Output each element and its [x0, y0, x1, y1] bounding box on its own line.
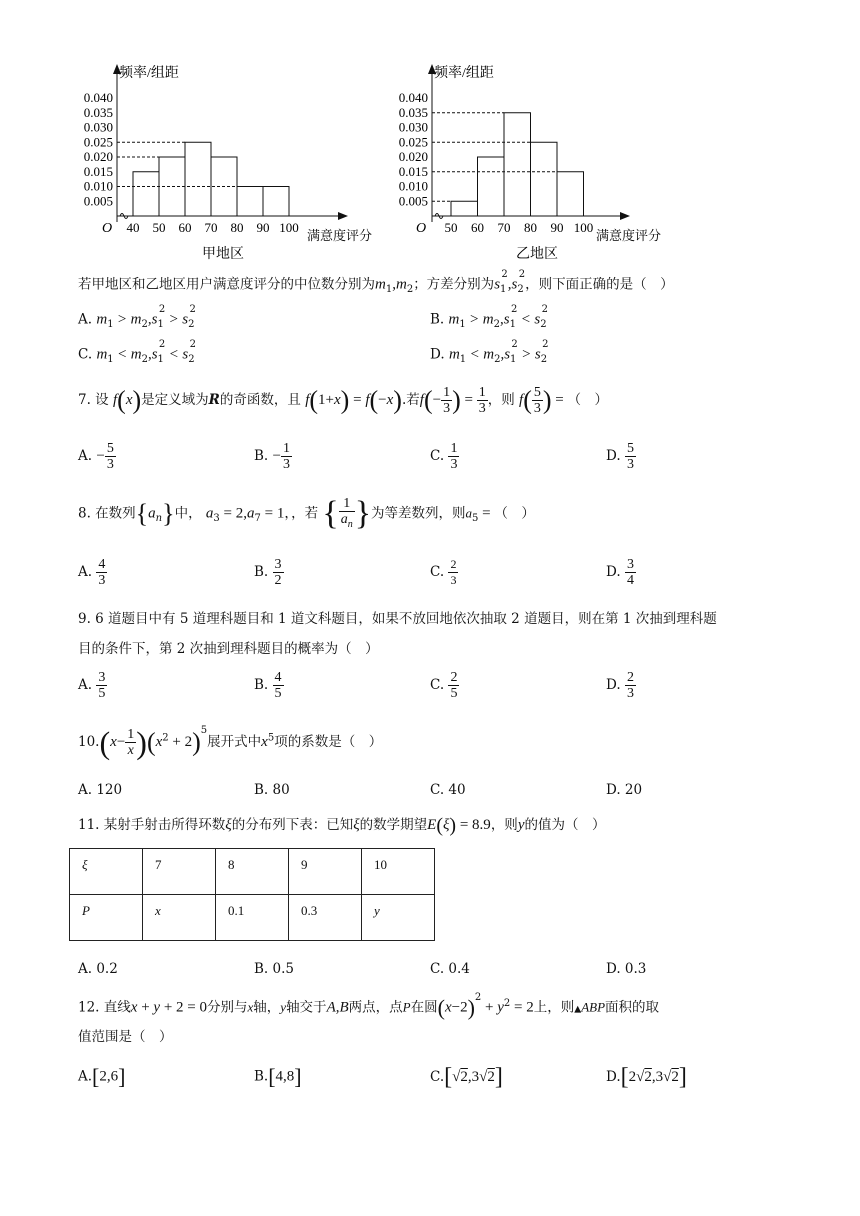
- y-axis-label: 频率/组距: [119, 66, 179, 81]
- q10-option-d[interactable]: D. 20: [606, 782, 643, 798]
- y-tick-label: 0.025: [83, 134, 113, 150]
- q12-option-b[interactable]: B.[4,8]: [254, 1064, 302, 1089]
- y-tick-label: 0.035: [398, 104, 428, 120]
- histogram-jia: [60, 58, 373, 262]
- q7-option-d[interactable]: D. $\frac{5}{3}$: [606, 441, 634, 472]
- q8-option-c[interactable]: C. $\frac{2}{3}$: [430, 557, 457, 587]
- q6-option-c[interactable]: C. $m_1 < m_2,s_1^2 < s_2^2$: [78, 339, 196, 366]
- q10-option-a[interactable]: A. 120: [78, 782, 123, 798]
- q9-option-a[interactable]: A. $\frac{3}{5}$: [78, 670, 106, 701]
- table-cell: y: [362, 895, 435, 941]
- q12-stem-line1: 12. 直线x + y + 2 = 0分别与x轴，y轴交于A,B两点，点P在圆$(x-2)^2 + y^2 = 2$上，则▲ABP面积的取: [78, 992, 660, 1020]
- q11-option-d[interactable]: D. 0.3: [606, 961, 647, 977]
- table-cell: 7: [143, 849, 216, 895]
- x-tick-label: 100: [279, 220, 299, 235]
- y-tick-label: 0.020: [398, 149, 428, 164]
- y-tick-label: 0.030: [83, 119, 113, 135]
- x-tick-label: 80: [230, 220, 244, 235]
- histogram-bar: [557, 172, 584, 216]
- y-tick-label: 0.015: [398, 163, 428, 179]
- q10-stem: 10.(x− $\frac{1}{x}$ )$(x^2 + 2)^5$展开式中$x^5$项的系数是（ ）: [78, 724, 383, 761]
- q12-option-a[interactable]: A.[2,6]: [78, 1064, 126, 1089]
- histogram-bar: [531, 142, 558, 216]
- q9-option-d[interactable]: D. $\frac{2}{3}$: [606, 670, 634, 701]
- y-tick-label: 0.005: [83, 193, 113, 209]
- x-tick-label: 50: [444, 220, 458, 235]
- chart-caption: 甲地区: [202, 247, 244, 262]
- origin-label: O: [102, 221, 113, 236]
- histogram-bar: [237, 187, 263, 217]
- q10-option-c[interactable]: C. 40: [430, 782, 466, 798]
- x-tick-label: 80: [524, 220, 537, 235]
- q12-stem-line2: 值范围是（ ）: [78, 1029, 173, 1045]
- q6-option-b[interactable]: B. $m_1 > m_2,s_1^2 < s_2^2$: [430, 304, 549, 331]
- x-tick-label: 90: [550, 220, 564, 235]
- y-tick-label: 0.005: [398, 193, 428, 209]
- y-tick-label: 0.010: [398, 178, 428, 194]
- y-tick-label: 0.030: [398, 119, 428, 135]
- table-cell: 9: [289, 849, 362, 895]
- origin-label: O: [416, 221, 427, 236]
- table-cell: P: [70, 895, 143, 941]
- table-row: [70, 849, 435, 895]
- histogram-yi: [360, 58, 680, 262]
- x-tick-label: 60: [471, 220, 484, 235]
- q11-option-c[interactable]: C. 0.4: [430, 961, 470, 977]
- q9-option-b[interactable]: B. $\frac{4}{5}$: [254, 670, 282, 701]
- y-tick-label: 0.040: [83, 90, 113, 105]
- x-tick-label: 70: [204, 220, 218, 235]
- q7-option-b[interactable]: B. − $\frac{1}{3}$: [254, 441, 290, 472]
- q9-stem-line2: 目的条件下，第 2 次抽到理科题目的概率为（ ）: [78, 641, 379, 657]
- q8-option-b[interactable]: B. $\frac{3}{2}$: [254, 557, 282, 588]
- histogram-bar: [133, 172, 159, 216]
- table-cell: 0.3: [289, 895, 362, 941]
- y-tick-label: 0.040: [398, 90, 428, 105]
- histogram-bar: [478, 157, 505, 216]
- x-tick-label: 100: [573, 220, 594, 235]
- distribution-table: [69, 848, 435, 941]
- y-tick-label: 0.020: [83, 149, 113, 164]
- q6-option-a[interactable]: A. $m_1 > m_2,s_1^2 > s_2^2$: [78, 304, 196, 331]
- table-cell: x: [143, 895, 216, 941]
- table-cell: 8: [216, 849, 289, 895]
- x-tick-label: 70: [497, 220, 511, 235]
- y-axis-label: 频率/组距: [434, 66, 494, 81]
- q11-option-b[interactable]: B. 0.5: [254, 961, 294, 977]
- q12-option-d[interactable]: D.[2√2,3√2]: [606, 1064, 687, 1090]
- x-tick-label: 90: [256, 220, 270, 235]
- x-tick-label: 60: [178, 220, 192, 235]
- y-tick-label: 0.025: [398, 134, 428, 150]
- q8-stem: 8. 在数列$\{a_n\}$中， $a_3 = 2,a_7 = 1$，，若 { $\frac{1}{a_n}$ }为等差数列，则$a_5$ = （ ）: [78, 494, 535, 532]
- table-cell: 10: [362, 849, 435, 895]
- x-axis-label: 满意度评分: [307, 228, 373, 243]
- q9-option-c[interactable]: C. $\frac{2}{5}$: [430, 670, 458, 701]
- q6-option-d[interactable]: D. $m_1 < m_2,s_1^2 > s_2^2$: [430, 339, 549, 366]
- chart-caption: 乙地区: [516, 247, 558, 262]
- histogram-bar: [185, 142, 211, 216]
- q11-option-a[interactable]: A. 0.2: [78, 961, 118, 977]
- q9-stem-line1: 9. 6 道题目中有 5 道理科题目和 1 道文科题目，如果不放回地依次抽取 2 道题目，则在第 1 次抽到理科题: [78, 611, 717, 627]
- y-tick-label: 0.015: [83, 163, 113, 179]
- table-cell: ξ: [70, 849, 143, 895]
- q12-option-c[interactable]: C.[√2,3√2]: [430, 1064, 503, 1090]
- q10-option-b[interactable]: B. 80: [254, 782, 290, 798]
- q11-stem: 11. 某射手射击所得环数ξ的分布列下表：已知ξ的数学期望E(ξ) = 8.9，则y的值为（ ）: [78, 814, 606, 837]
- table-row: [70, 895, 435, 941]
- x-tick-label: 40: [126, 220, 140, 235]
- q8-option-d[interactable]: D. $\frac{3}{4}$: [606, 557, 634, 588]
- y-tick-label: 0.035: [83, 104, 113, 120]
- table-cell: 0.1: [216, 895, 289, 941]
- q8-option-a[interactable]: A. $\frac{4}{3}$: [78, 557, 106, 588]
- x-axis-label: 满意度评分: [596, 228, 662, 243]
- histogram-bar: [504, 113, 531, 216]
- q7-option-a[interactable]: A. − $\frac{5}{3}$: [78, 441, 114, 472]
- q7-option-c[interactable]: C. $\frac{1}{3}$: [430, 441, 458, 472]
- q6-stem: 若甲地区和乙地区用户满意度评分的中位数分别为$m_1,m_2$；方差分别为$s_1^2,s_2^2$，则下面正确的是（ ）: [78, 269, 674, 296]
- histogram-bar: [451, 201, 478, 216]
- histogram-bar: [263, 187, 289, 217]
- q7-stem: 7. 设 f(x)是定义域为R的奇函数，且 f(1+x) = f(−x).若f(− $\frac{1}{3}$ ) = $\frac{1}{3}$ ，则 f( $\frac{5}{3}$ ) = （ ）: [78, 385, 608, 416]
- x-tick-label: 50: [152, 220, 166, 235]
- y-tick-label: 0.010: [83, 178, 113, 194]
